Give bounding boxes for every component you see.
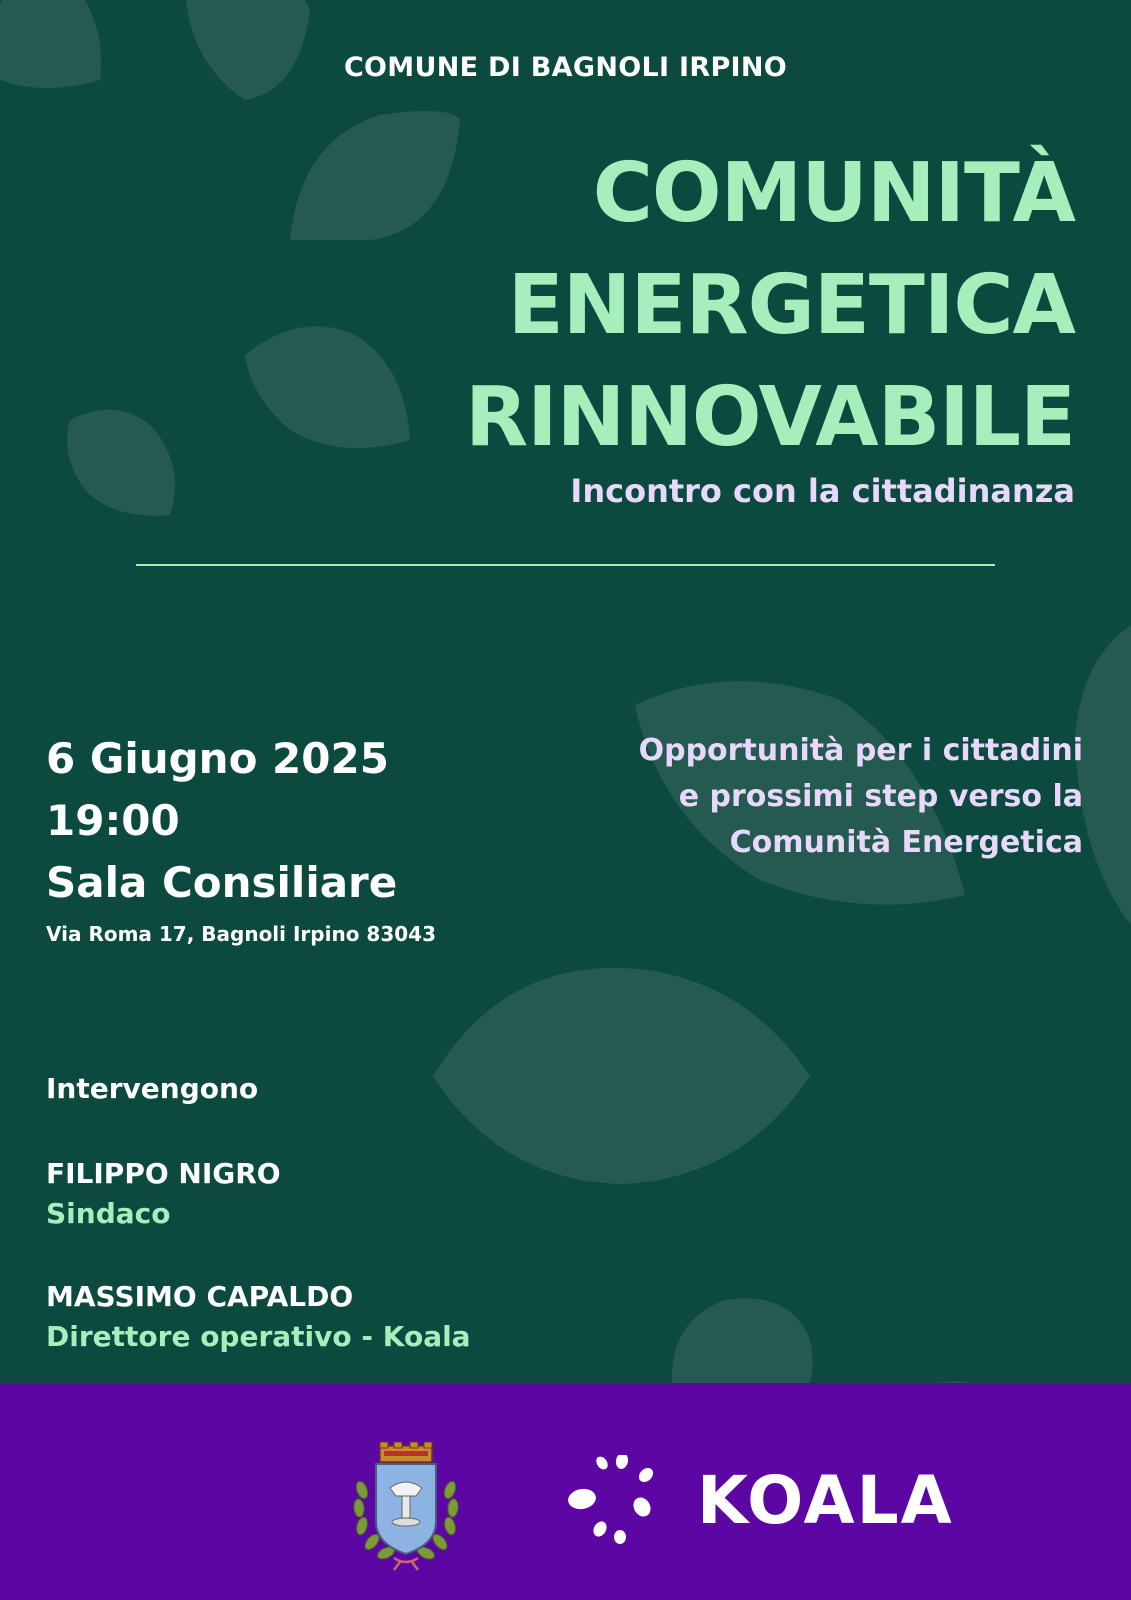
event-details: [46, 728, 436, 946]
tagline-line-1: Opportunità per i cittadini: [638, 733, 1083, 768]
footer-band: [0, 1383, 1131, 1600]
koala-logo-icon: [568, 1455, 668, 1545]
title-line-1: COMUNITÀ: [592, 146, 1075, 241]
event-tagline: [639, 728, 1083, 866]
speaker-role: Sindaco: [46, 1197, 171, 1230]
leaf-shape: [245, 326, 410, 448]
leaf-shape: [185, 0, 310, 100]
speaker-entry: [46, 1154, 281, 1234]
title-line-3: RINNOVABILE: [464, 370, 1075, 465]
title-line-2: ENERGETICA: [507, 258, 1075, 353]
municipal-crest-icon: [350, 1440, 462, 1572]
speaker-name: MASSIMO CAPALDO: [46, 1280, 354, 1313]
event-time: 19:00: [46, 796, 180, 845]
leaf-shape: [67, 410, 175, 516]
tagline-line-2: e prossimi step verso la: [678, 779, 1083, 814]
speaker-name: FILIPPO NIGRO: [46, 1157, 281, 1190]
divider: [136, 564, 995, 566]
event-address: Via Roma 17, Bagnoli Irpino 83043: [46, 922, 436, 946]
leaf-shape: [290, 111, 460, 240]
speakers-heading: Intervengono: [46, 1072, 259, 1105]
leaf-shape: [672, 1298, 813, 1383]
event-venue: Sala Consiliare: [46, 858, 398, 907]
leaf-shape: [433, 968, 810, 1184]
event-date: 6 Giugno 2025: [46, 734, 389, 783]
municipality-name: COMUNE DI BAGNOLI IRPINO: [343, 52, 788, 83]
event-title: [465, 138, 1075, 474]
speaker-entry: [46, 1277, 471, 1357]
leaf-shape: [1075, 625, 1131, 925]
event-subtitle: Incontro con la cittadinanza: [570, 472, 1075, 510]
speaker-role: Direttore operativo - Koala: [46, 1320, 471, 1353]
tagline-line-3: Comunità Energetica: [729, 825, 1083, 860]
koala-brand-name: KOALA: [697, 1462, 954, 1539]
